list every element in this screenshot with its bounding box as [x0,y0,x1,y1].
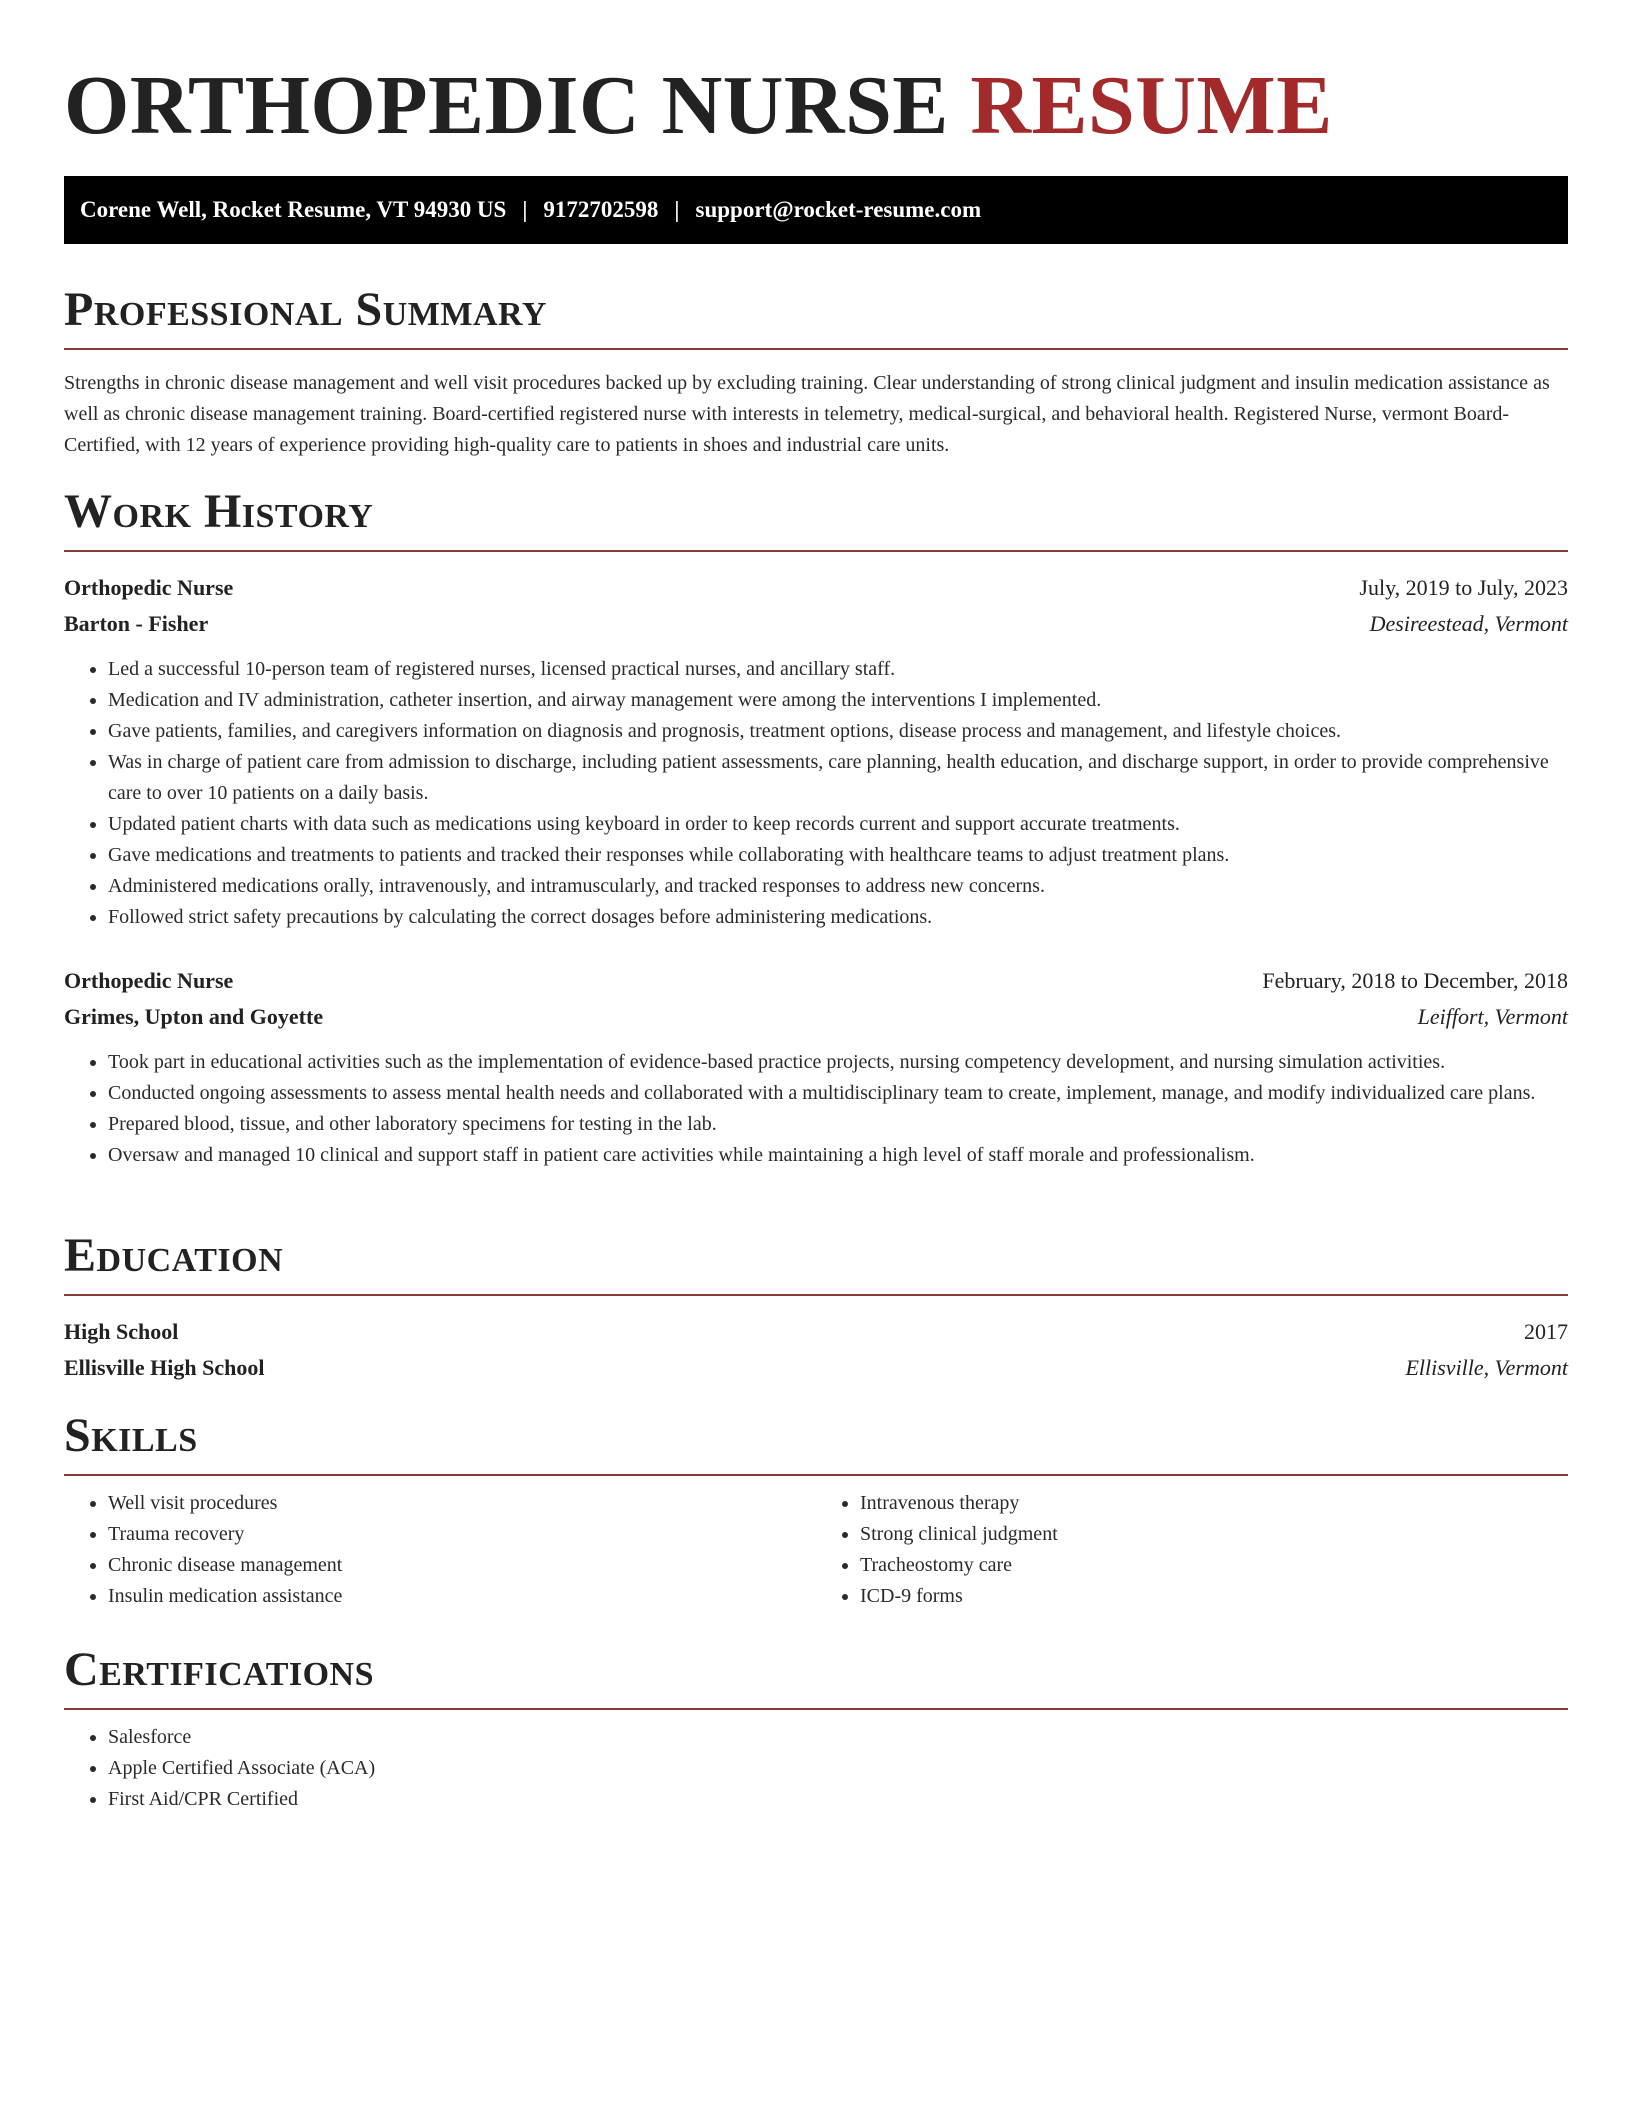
list-item: • First Aid/CPR Certified [108,1784,1568,1815]
contact-address: Corene Well, Rocket Resume, VT 94930 US [80,197,507,222]
list-item: • Followed strict safety precautions by calculating the correct dosages before administering medications. [108,902,1568,933]
list-item: • Trauma recovery [108,1519,816,1550]
job-location: Desireestead, Vermont [1369,611,1568,636]
list-item: • Intravenous therapy [860,1488,1568,1519]
title-accent: RESUME [970,59,1333,152]
list-item: • Updated patient charts with data such as medications using keyboard in order to keep records current and support accurate treatments. [108,809,1568,840]
list-item: • Was in charge of patient care from admission to discharge, including patient assessments, care planning, health education, and discharge support, in order to provide comprehensive care to over 10 patients on a daily basis. [108,747,1568,809]
job-entry [64,963,1568,1171]
section-divider [64,1294,1568,1296]
job-bullets [64,1047,1568,1171]
job-employer: Grimes, Upton and Goyette [64,1004,324,1029]
list-item: • Gave patients, families, and caregivers information on diagnosis and prognosis, treatment options, disease process and management, and lifestyle choices. [108,716,1568,747]
contact-email: support@rocket-resume.com [695,197,982,222]
job-title: Orthopedic Nurse [64,575,234,600]
summary-heading: Professional Summary [64,283,547,336]
job-title: Orthopedic Nurse [64,968,234,993]
skills-grid [64,1488,1568,1612]
title-main: ORTHOPEDIC NURSE [64,59,949,152]
list-item: • Tracheostomy care [860,1550,1568,1581]
list-item: • Apple Certified Associate (ACA) [108,1753,1568,1784]
certifications-list [64,1722,1568,1815]
contact-separator: | [674,197,680,222]
list-item: • Gave medications and treatments to patients and tracked their responses while collaborating with healthcare teams to adjust treatment plans. [108,840,1568,871]
section-divider [64,348,1568,350]
list-item: • Insulin medication assistance [108,1581,816,1612]
contact-bar [64,176,1568,244]
education-location: Ellisville, Vermont [1405,1355,1568,1380]
skills-section [64,1410,1568,1612]
skills-heading: Skills [64,1409,198,1462]
summary-text: Strengths in chronic disease management and well visit procedures backed up by excluding training. Clear understanding of strong clinical judgment and insulin medication assistance as well as chronic disease management training. Board-certified registered nurse with interests in telemetry, medical-surgical, and behavioral health. Registered Nurse, vermont Board-Certified, with 12 years of experience providing high-quality care to patients in shoes and industrial care units. [64,372,1550,456]
job-bullets [64,654,1568,933]
work-section [64,486,1568,1171]
work-heading: Work History [64,485,374,538]
education-school: Ellisville High School [64,1355,265,1380]
section-divider [64,1474,1568,1476]
list-item: • Took part in educational activities such as the implementation of evidence-based practice projects, nursing competency development, and nursing simulation activities. [108,1047,1568,1078]
list-item: • Strong clinical judgment [860,1519,1568,1550]
list-item: • Well visit procedures [108,1488,816,1519]
list-item: • Medication and IV administration, catheter insertion, and airway management were among the interventions I implemented. [108,685,1568,716]
list-item: • Administered medications orally, intravenously, and intramuscularly, and tracked responses to address new concerns. [108,871,1568,902]
contact-phone: 9172702598 [543,197,659,222]
section-divider [64,550,1568,552]
education-section [64,1230,1568,1386]
contact-separator: | [522,197,528,222]
page-title [64,56,1568,156]
education-entry [64,1314,1568,1386]
certifications-heading: Certifications [64,1643,375,1696]
list-item: • Prepared blood, tissue, and other laboratory specimens for testing in the lab. [108,1109,1568,1140]
list-item: • Salesforce [108,1722,1568,1753]
list-item: • Conducted ongoing assessments to assess mental health needs and collaborated with a multidisciplinary team to create, implement, manage, and modify individualized care plans. [108,1078,1568,1109]
list-item: • Chronic disease management [108,1550,816,1581]
job-dates: February, 2018 to December, 2018 [1262,968,1568,993]
education-year: 2017 [1524,1319,1568,1344]
job-location: Leiffort, Vermont [1417,1004,1568,1029]
section-divider [64,1708,1568,1710]
job-entry [64,570,1568,933]
list-item: • Oversaw and managed 10 clinical and support staff in patient care activities while maintaining a high level of staff morale and professionalism. [108,1140,1568,1171]
skills-list-right [816,1488,1568,1612]
list-item: • ICD-9 forms [860,1581,1568,1612]
skills-list-left [64,1488,816,1612]
job-dates: July, 2019 to July, 2023 [1359,575,1568,600]
job-employer: Barton - Fisher [64,611,209,636]
summary-section [64,284,1568,461]
list-item: • Led a successful 10-person team of registered nurses, licensed practical nurses, and ancillary staff. [108,654,1568,685]
education-degree: High School [64,1319,179,1344]
education-heading: Education [64,1229,284,1282]
certifications-section [64,1644,1568,1815]
